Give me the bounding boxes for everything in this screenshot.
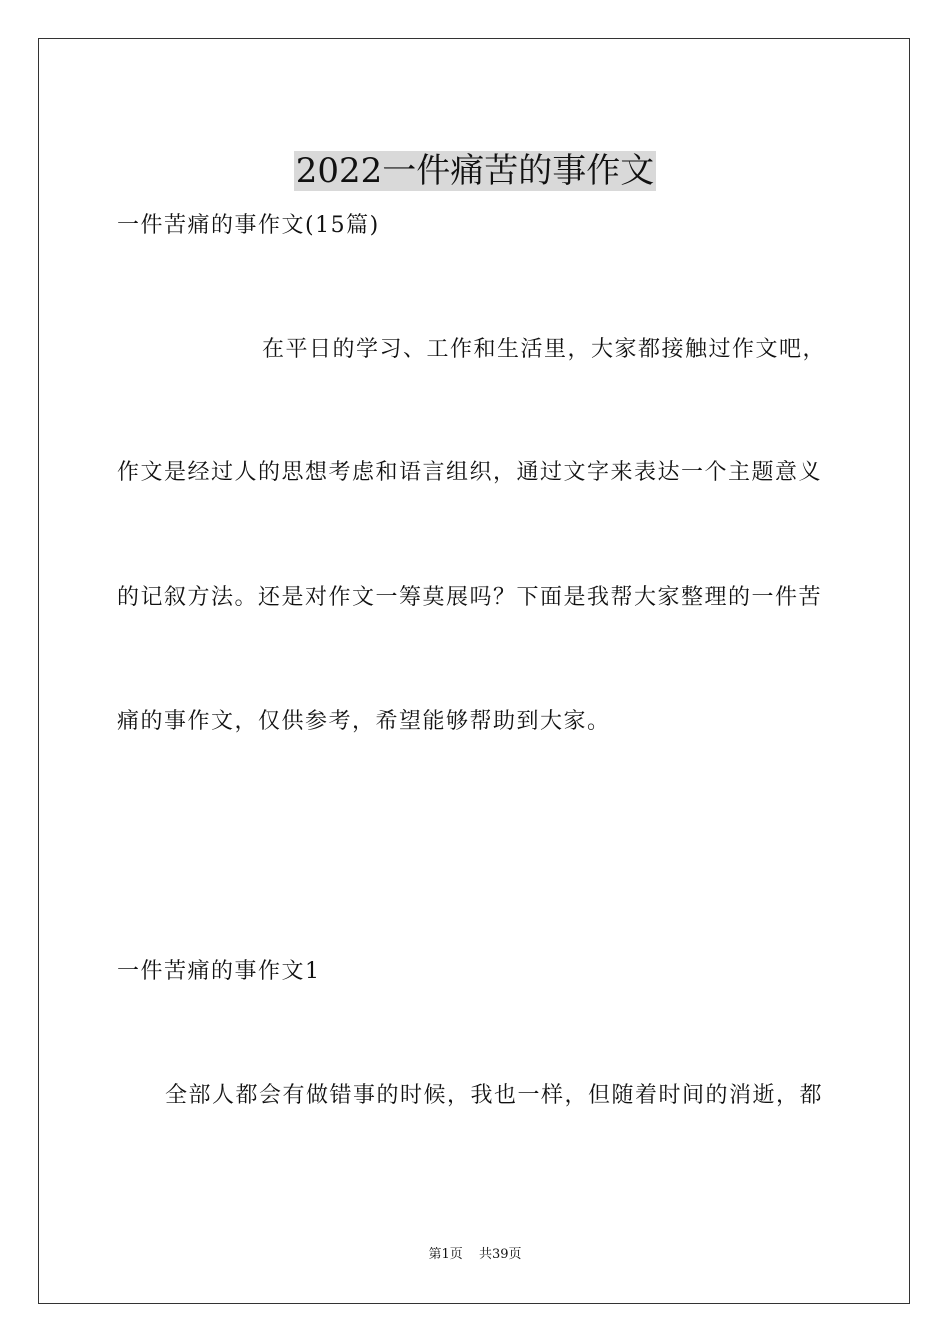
intro-line-1: 在平日的学习、工作和生活里，大家都接触过作文吧，: [262, 337, 827, 362]
section-heading: 一件苦痛的事作文1: [117, 959, 321, 984]
intro-line-3: 的记叙方法。还是对作文一筹莫展吗？下面是我帮大家整理的一件苦: [117, 585, 823, 610]
document-title-text: 2022一件痛苦的事作文: [295, 150, 655, 191]
section-line-1: 全部人都会有做错事的时候，我也一样，但随着时间的消逝，都: [165, 1083, 824, 1108]
document-subtitle: 一件苦痛的事作文(15篇): [117, 213, 380, 238]
document-title: [0, 149, 950, 193]
intro-line-2: 作文是经过人的思想考虑和语言组织，通过文字来表达一个主题意义: [117, 460, 823, 485]
intro-line-4: 痛的事作文，仅供参考，希望能够帮助到大家。: [117, 709, 611, 734]
page-total: 共39页: [478, 1247, 522, 1262]
page-footer: [0, 1246, 950, 1264]
page-number: 第1页: [428, 1247, 463, 1262]
